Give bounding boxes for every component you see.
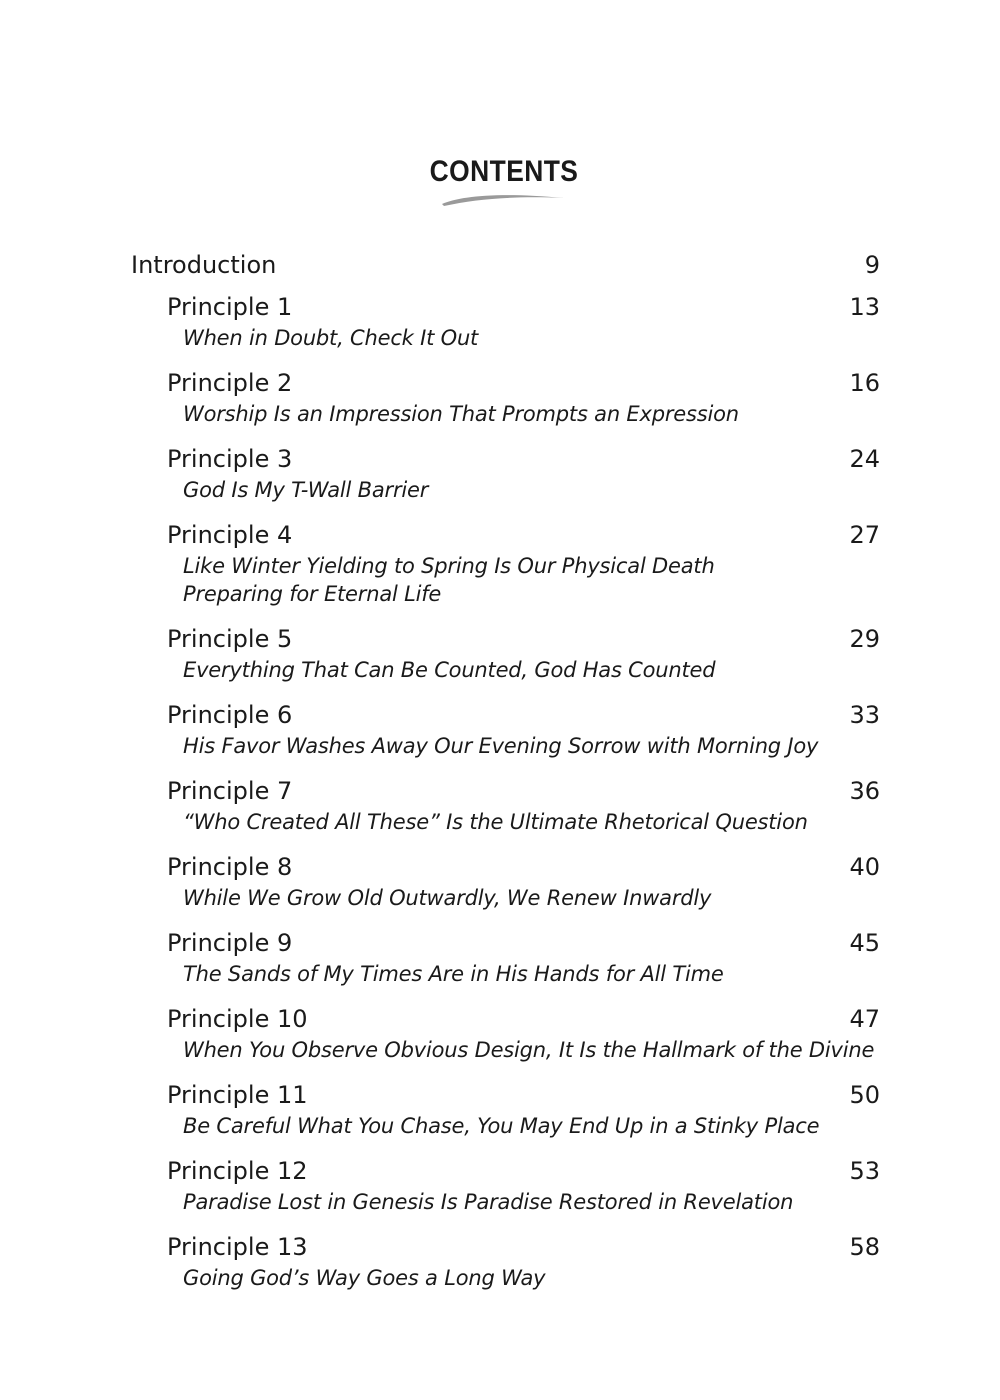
toc-entry-heading (0, 774, 1000, 808)
toc-entry-heading (0, 850, 1000, 884)
toc-entry-label: Principle 5 (167, 625, 293, 653)
toc-entry-label: Principle 13 (167, 1233, 308, 1261)
toc-entry-label: Principle 10 (167, 1005, 308, 1033)
toc-entry-page-number: 16 (849, 369, 880, 397)
toc-entry-heading (0, 698, 1000, 732)
toc-entry-introduction[interactable] (0, 248, 1000, 290)
toc-entry-page-number: 45 (849, 929, 880, 957)
toc-entry-heading (0, 366, 1000, 400)
toc-entry-subtitle: Preparing for Eternal Life (183, 582, 442, 606)
toc-entry-subtitle: While We Grow Old Outwardly, We Renew Inwardly (183, 886, 712, 910)
toc-entry-principle-13[interactable] (0, 1230, 1000, 1306)
toc-entry-page-number: 9 (864, 251, 880, 279)
toc-entry-page-number: 58 (849, 1233, 880, 1261)
table-of-contents (0, 248, 1000, 1306)
toc-entry-page-number: 36 (849, 777, 880, 805)
toc-entry-principle-7[interactable] (0, 774, 1000, 850)
toc-entry-subtitle: When You Observe Obvious Design, It Is the Hallmark of the Divine (183, 1038, 875, 1062)
toc-entry-principle-12[interactable] (0, 1154, 1000, 1230)
toc-entry-heading (0, 926, 1000, 960)
toc-entry-principle-6[interactable] (0, 698, 1000, 774)
toc-entry-subtitle: The Sands of My Times Are in His Hands for All Time (183, 962, 724, 986)
toc-entry-label: Principle 9 (167, 929, 293, 957)
toc-entry-heading (0, 518, 1000, 552)
toc-entry-subtitle: Worship Is an Impression That Prompts an Expression (183, 402, 739, 426)
toc-entry-principle-5[interactable] (0, 622, 1000, 698)
toc-entry-label: Principle 12 (167, 1157, 308, 1185)
toc-entry-subtitle: Paradise Lost in Genesis Is Paradise Restored in Revelation (183, 1190, 794, 1214)
toc-entry-page-number: 53 (849, 1157, 880, 1185)
toc-entry-principle-10[interactable] (0, 1002, 1000, 1078)
toc-entry-label: Principle 4 (167, 521, 293, 549)
toc-entry-principle-4[interactable] (0, 518, 1000, 622)
toc-entry-subtitle: Like Winter Yielding to Spring Is Our Physical Death (183, 554, 715, 578)
toc-entry-subtitle: Going God’s Way Goes a Long Way (183, 1266, 546, 1290)
toc-entry-principle-1[interactable] (0, 290, 1000, 366)
toc-entry-label: Principle 8 (167, 853, 293, 881)
toc-entry-principle-9[interactable] (0, 926, 1000, 1002)
toc-entry-principle-3[interactable] (0, 442, 1000, 518)
toc-entry-label: Principle 7 (167, 777, 293, 805)
page-title: CONTENTS (429, 155, 579, 189)
title-swash-ornament (440, 190, 566, 208)
toc-entry-heading (0, 1078, 1000, 1112)
toc-entry-subtitle: Be Careful What You Chase, You May End Up in a Stinky Place (183, 1114, 820, 1138)
toc-entry-label: Introduction (131, 251, 277, 279)
toc-entry-page-number: 29 (849, 625, 880, 653)
toc-entry-page-number: 24 (849, 445, 880, 473)
toc-entry-heading (0, 1230, 1000, 1264)
toc-entry-page-number: 33 (849, 701, 880, 729)
toc-entry-heading (0, 622, 1000, 656)
toc-entry-page-number: 27 (849, 521, 880, 549)
toc-entry-subtitle: Everything That Can Be Counted, God Has Counted (183, 658, 716, 682)
toc-entry-page-number: 13 (849, 293, 880, 321)
toc-entry-label: Principle 2 (167, 369, 293, 397)
toc-entry-page-number: 47 (849, 1005, 880, 1033)
toc-entry-principle-8[interactable] (0, 850, 1000, 926)
toc-entry-label: Principle 3 (167, 445, 293, 473)
toc-entry-subtitle: “Who Created All These” Is the Ultimate Rhetorical Question (183, 810, 808, 834)
toc-entry-principle-11[interactable] (0, 1078, 1000, 1154)
toc-entry-page-number: 40 (849, 853, 880, 881)
toc-entry-label: Principle 6 (167, 701, 293, 729)
toc-entry-subtitle: When in Doubt, Check It Out (183, 326, 479, 350)
toc-entry-principle-2[interactable] (0, 366, 1000, 442)
toc-entry-heading (0, 290, 1000, 324)
toc-entry-heading (0, 1154, 1000, 1188)
toc-entry-page-number: 50 (849, 1081, 880, 1109)
toc-entry-heading (0, 1002, 1000, 1036)
toc-entry-subtitle: His Favor Washes Away Our Evening Sorrow with Morning Joy (183, 734, 819, 758)
toc-entry-label: Principle 11 (167, 1081, 308, 1109)
toc-entry-label: Principle 1 (167, 293, 293, 321)
toc-entry-heading (0, 442, 1000, 476)
toc-entry-subtitle: God Is My T-Wall Barrier (183, 478, 429, 502)
